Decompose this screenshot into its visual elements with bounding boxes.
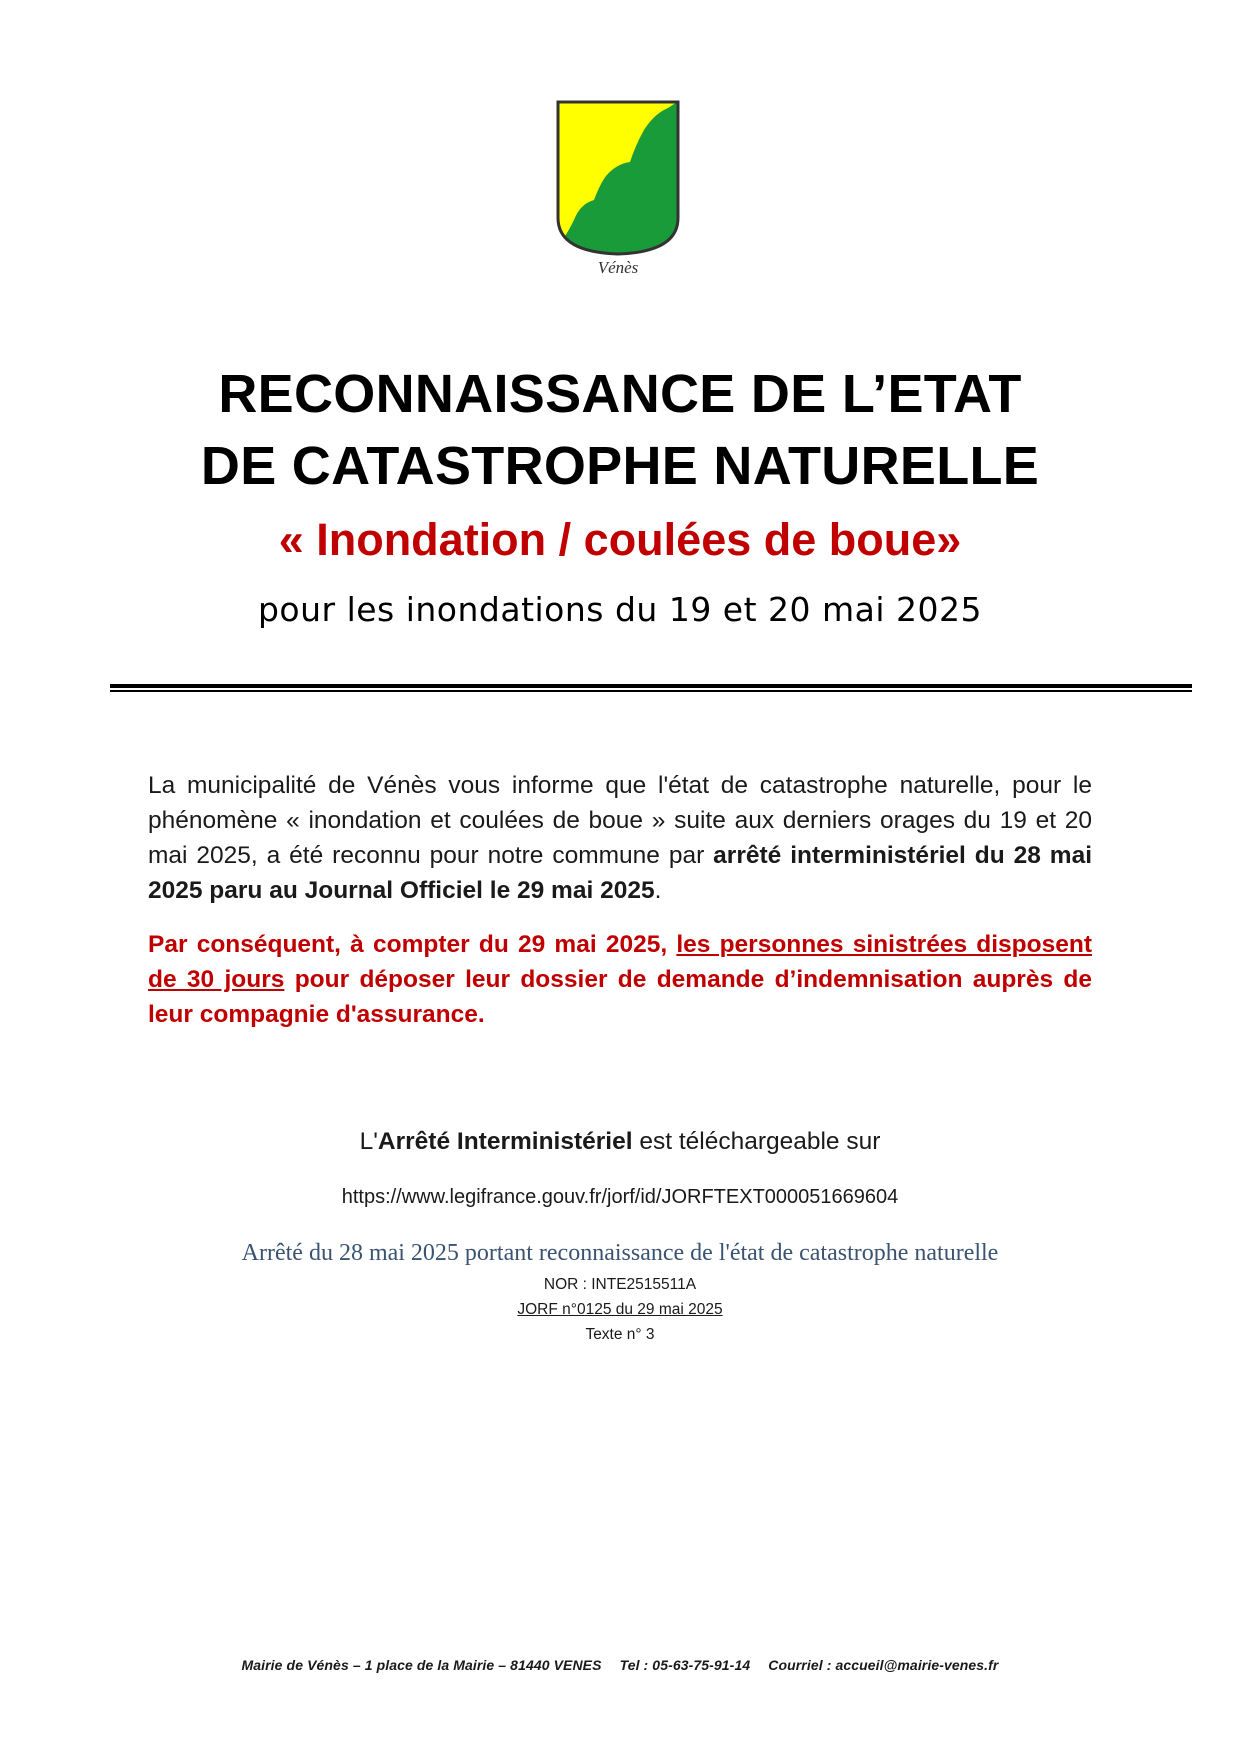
shield-icon (556, 100, 680, 256)
footer-phone: Tel : 05-63-75-91-14 (619, 1657, 751, 1673)
double-divider (110, 684, 1192, 694)
footer (0, 1657, 1240, 1673)
deadline-underlined: les personnes sinistrées disposent de 30 jours (148, 931, 1092, 993)
arrete-metadata (0, 1272, 1240, 1347)
arrete-reference: arrêté interministériel du 28 mai 2025 paru au Journal Officiel le 29 mai 2025 (148, 842, 1092, 904)
paragraph-information: La municipalité de Vénès vous informe que l'état de catastrophe naturelle, pour le phénomène « inondation et coulées de boue » suite aux derniers orages du 19 et 20 mai 2025, a été reconnu pour notre commune par arrêté interministériel du 28 mai 2025 paru au Journal Officiel le 29 mai 2025. (148, 772, 1092, 904)
title-line-1: RECONNAISSANCE DE L’ETAT (218, 364, 1022, 424)
download-line: L'Arrêté Interministériel est téléchargeable sur (359, 1128, 881, 1155)
arrete-title: Arrêté du 28 mai 2025 portant reconnaissance de l'état de catastrophe naturelle (241, 1240, 999, 1266)
body-text (148, 768, 1092, 1051)
nor-reference: NOR : INTE2515511A (543, 1276, 697, 1293)
subtitle: « Inondation / coulées de boue» (278, 514, 962, 565)
logo-caption: Vénès (597, 258, 639, 277)
footer-email: Courriel : accueil@mairie-venes.fr (768, 1657, 999, 1673)
footer-address: Mairie de Vénès – 1 place de la Mairie – 81440 VENES (241, 1657, 602, 1673)
paragraph-deadline: Par conséquent, à compter du 29 mai 2025, les personnes sinistrées disposent de 30 jours pour déposer leur dossier de demande d’indemnisation auprès de leur compagnie d'assurance. (148, 931, 1093, 1028)
jorf-link[interactable]: JORF n°0125 du 29 mai 2025 (517, 1301, 723, 1318)
title-line-2: DE CATASTROPHE NATURELLE (200, 436, 1040, 496)
legifrance-link[interactable]: https://www.legifrance.gouv.fr/jorf/id/JORFTEXT000051669604 (341, 1186, 899, 1208)
page-title (0, 358, 1240, 502)
tagline: pour les inondations du 19 et 20 mai 2025 (257, 590, 983, 629)
coat-of-arms-logo (553, 100, 683, 290)
texte-number: Texte n° 3 (585, 1326, 655, 1343)
